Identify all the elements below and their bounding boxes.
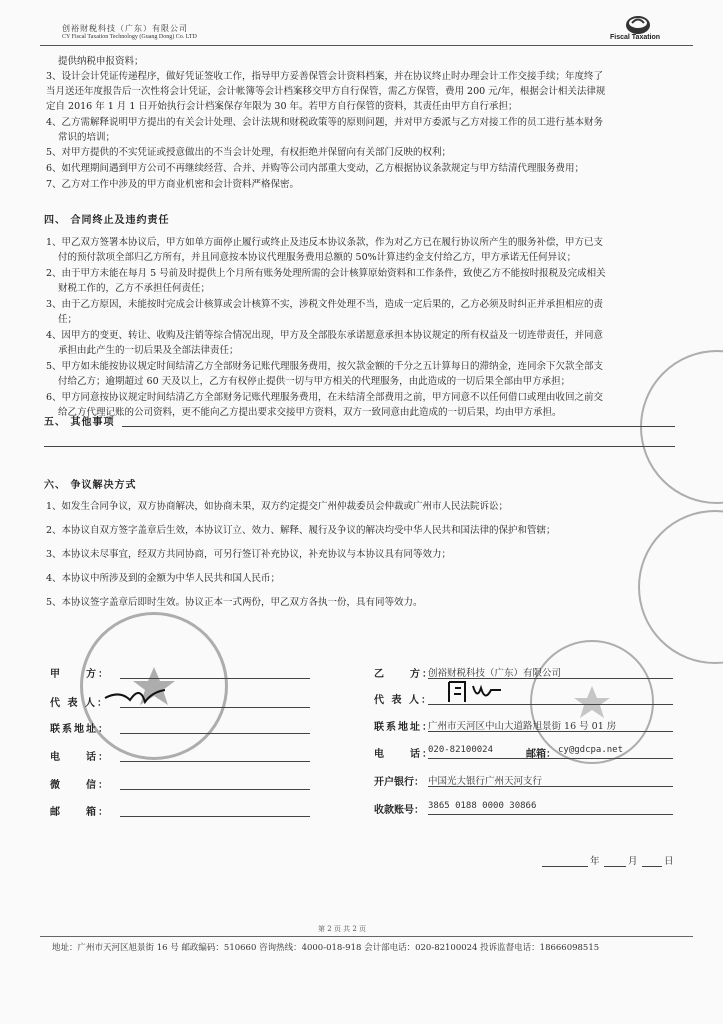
party-b-phone-label: 电 话： (374, 749, 434, 760)
section4-title: 四、 合同终止及违约责任 (44, 215, 170, 226)
other-matters-line (122, 426, 675, 427)
party-b-bank-label: 开户银行： (374, 777, 424, 788)
party-b-phone: 020-82100024 (428, 745, 494, 755)
party-a-wechat-label: 微 信： (50, 780, 110, 791)
section3-line: 7、乙方对工作中涉及的甲方商业机密和会计资料严格保密。 (46, 179, 300, 190)
section5-title: 五、 其他事项 (44, 417, 115, 428)
section3-line: 3、设计会计凭证传递程序，做好凭证签收工作，指导甲方妥善保管会计资料档案，并在协议终止时办理会计工作交接手续；年度终了 (46, 71, 604, 82)
party-b-signature (445, 676, 505, 706)
party-a-rep-label: 代 表 人： (50, 698, 109, 709)
section6-line: 1、如发生合同争议，双方协商解决，如协商未果，双方约定提交广州仲裁委员会仲裁或广州市人民法院诉讼； (46, 501, 509, 512)
section4-line: 付给乙方；逾期超过 60 天及以上，乙方有权停止提供一切与甲方相关的代理服务，由此造成的一切后果全部由甲方承担； (58, 376, 571, 387)
header-company-en: CY Fiscal Taxation Technology (Guang Dong) Co. LTD (62, 34, 197, 40)
section4-line: 4、因甲方的变更、转让、收购及注销等综合情况出现，甲方及全部股东承诺愿意承担本协议规定的所有权益及一切连带责任，并同意 (46, 330, 604, 341)
section3-line: 5、对甲方提供的不实凭证或授意做出的不当会计处理，有权拒绝并保留向有关部门反映的权利； (46, 147, 452, 158)
section3-line: 当月送还年度报告后一次性将会计凭证，会计帐簿等会计档案移交甲方自行保管，需乙方保管，费用 200 元/年，根据会计相关法律规 (46, 86, 606, 97)
party-b-account-label: 收款账号： (374, 805, 424, 816)
section4-line: 2、由于甲方未能在每月 5 号前及时提供上个月所有账务处理所需的会计核算原始资料和工作条件，致使乙方不能按时报税及完成相关 (46, 268, 606, 279)
section4-line: 5、甲方如未能按协议规定时间结清乙方全部财务记账代理服务费用，按欠款金额的千分之五计算每日的滞纳金，连同余下欠款全部支 (46, 361, 604, 372)
party-b-line (428, 731, 673, 732)
star-icon (532, 642, 652, 762)
footer-divider (40, 936, 693, 937)
party-a-address-label: 联系地址： (50, 724, 110, 735)
party-a-line (120, 816, 310, 817)
party-b-bank: 中国光大银行广州天河支行 (428, 776, 543, 787)
party-a-line (120, 761, 310, 762)
party-b-line (428, 814, 673, 815)
party-a-phone-label: 电 话： (50, 752, 110, 763)
party-a-signature (100, 680, 170, 710)
section4-line: 财税工作的，乙方不承担任何责任； (58, 283, 211, 294)
party-a-line (120, 789, 310, 790)
page-number: 第 2 页 共 2 页 (318, 925, 367, 933)
party-a-email-label: 邮 箱： (50, 807, 110, 818)
section4-line: 付的预付款项全部归乙方所有，并且同意按本协议代理服务费用总额的 50%计算违约金支付给乙方，甲方承诺无任何异议； (58, 252, 577, 263)
section6-title: 六、 争议解决方式 (44, 480, 137, 491)
day-blank (642, 866, 662, 867)
party-a-label: 甲 方： (50, 669, 110, 680)
section4-line: 6、甲方同意按协议规定时间结清乙方全部财务记账代理服务费用，在未结清全部费用之前，甲方同意不以任何借口或理由收回之前交 (46, 392, 604, 403)
party-b-address-label: 联系地址： (374, 722, 434, 733)
party-b-address: 广州市天河区中山大道路旭景街 16 号 01 房 (428, 721, 617, 732)
party-b-line (428, 786, 673, 787)
party-b-label: 乙 方： (374, 669, 434, 680)
section4-line: 3、由于乙方原因，未能按时完成会计核算或会计核算不实，涉税文件处理不当，造成一定后果的，乙方必须及时纠正并承担相应的责 (46, 299, 604, 310)
section3-line: 常识的培训； (58, 132, 116, 143)
section3-line: 4、乙方需解释说明甲方提出的有关会计处理、会计法规和财税政策等的原则问题，并对甲方委派与乙方对接工作的员工进行基本财务 (46, 117, 604, 128)
edge-seal (638, 510, 723, 664)
party-b-name: 创裕财税科技（广东）有限公司 (428, 668, 562, 679)
section6-line: 3、本协议未尽事宜，经双方共同协商，可另行签订补充协议，补充协议与本协议具有同等效力； (46, 549, 452, 560)
party-b-email-label: 邮箱： (526, 749, 556, 760)
header-divider (40, 45, 693, 46)
party-b-line (428, 758, 673, 759)
year-blank (542, 866, 588, 867)
section3-line: 提供纳税申报资料； (58, 56, 144, 67)
section3-line: 定自 2016 年 1 月 1 日开始执行会计档案保存年限为 30 年。若甲方自行保管的资料，其责任由甲方自行承担； (46, 101, 518, 112)
section6-line: 4、本协议中所涉及到的金额为中华人民共和国人民币； (46, 573, 281, 584)
party-b-rep-label: 代 表 人： (374, 695, 433, 706)
other-matters-line (44, 446, 675, 447)
section4-line: 任； (58, 314, 78, 325)
logo-text: Fiscal Taxation (610, 34, 661, 41)
header-company-cn: 创裕财税科技（广东）有限公司 (62, 24, 188, 33)
month-label: 月 (628, 856, 638, 867)
edge-seal (640, 350, 723, 504)
footer-contact: 地址：广州市天河区旭景街 16 号 邮政编码：510660 咨询热线：4000-018-918 会计部电话：020-82100024 投诉监督电话：18666098515 (52, 943, 600, 953)
party-b-account: 3865 0188 0000 30866 (428, 801, 537, 811)
party-b-email: cy@gdcpa.net (558, 745, 624, 755)
party-a-line (120, 678, 310, 679)
section6-line: 5、本协议签字盖章后即时生效。协议正本一式两份，甲乙双方各执一份，具有同等效力。 (46, 597, 423, 608)
day-label: 日 (664, 856, 674, 867)
section4-line: 承担由此产生的一切后果及全部法律责任； (58, 345, 239, 356)
section3-line: 6、如代理期间遇到甲方公司不再继续经营、合并、并购等公司内部重大变动，乙方根据协议条款规定与甲方结清代理服务费用； (46, 163, 585, 174)
party-a-line (120, 733, 310, 734)
section6-line: 2、本协议自双方签字盖章后生效，本协议订立、效力、解释、履行及争议的解决均受中华人民共和国法律的保护和管辖； (46, 525, 556, 536)
year-label: 年 (590, 856, 600, 867)
section4-line: 给乙方代理记账的公司资料，更不能向乙方提出要求交接甲方资料，双方一致同意由此造成的一切后果，均由甲方承担。 (58, 407, 562, 418)
section4-line: 1、甲乙双方签署本协议后，甲方如单方面停止履行或终止及违反本协议条款，作为对乙方已在履行协议所产生的服务补偿，甲方已支 (46, 237, 604, 248)
month-blank (604, 866, 626, 867)
